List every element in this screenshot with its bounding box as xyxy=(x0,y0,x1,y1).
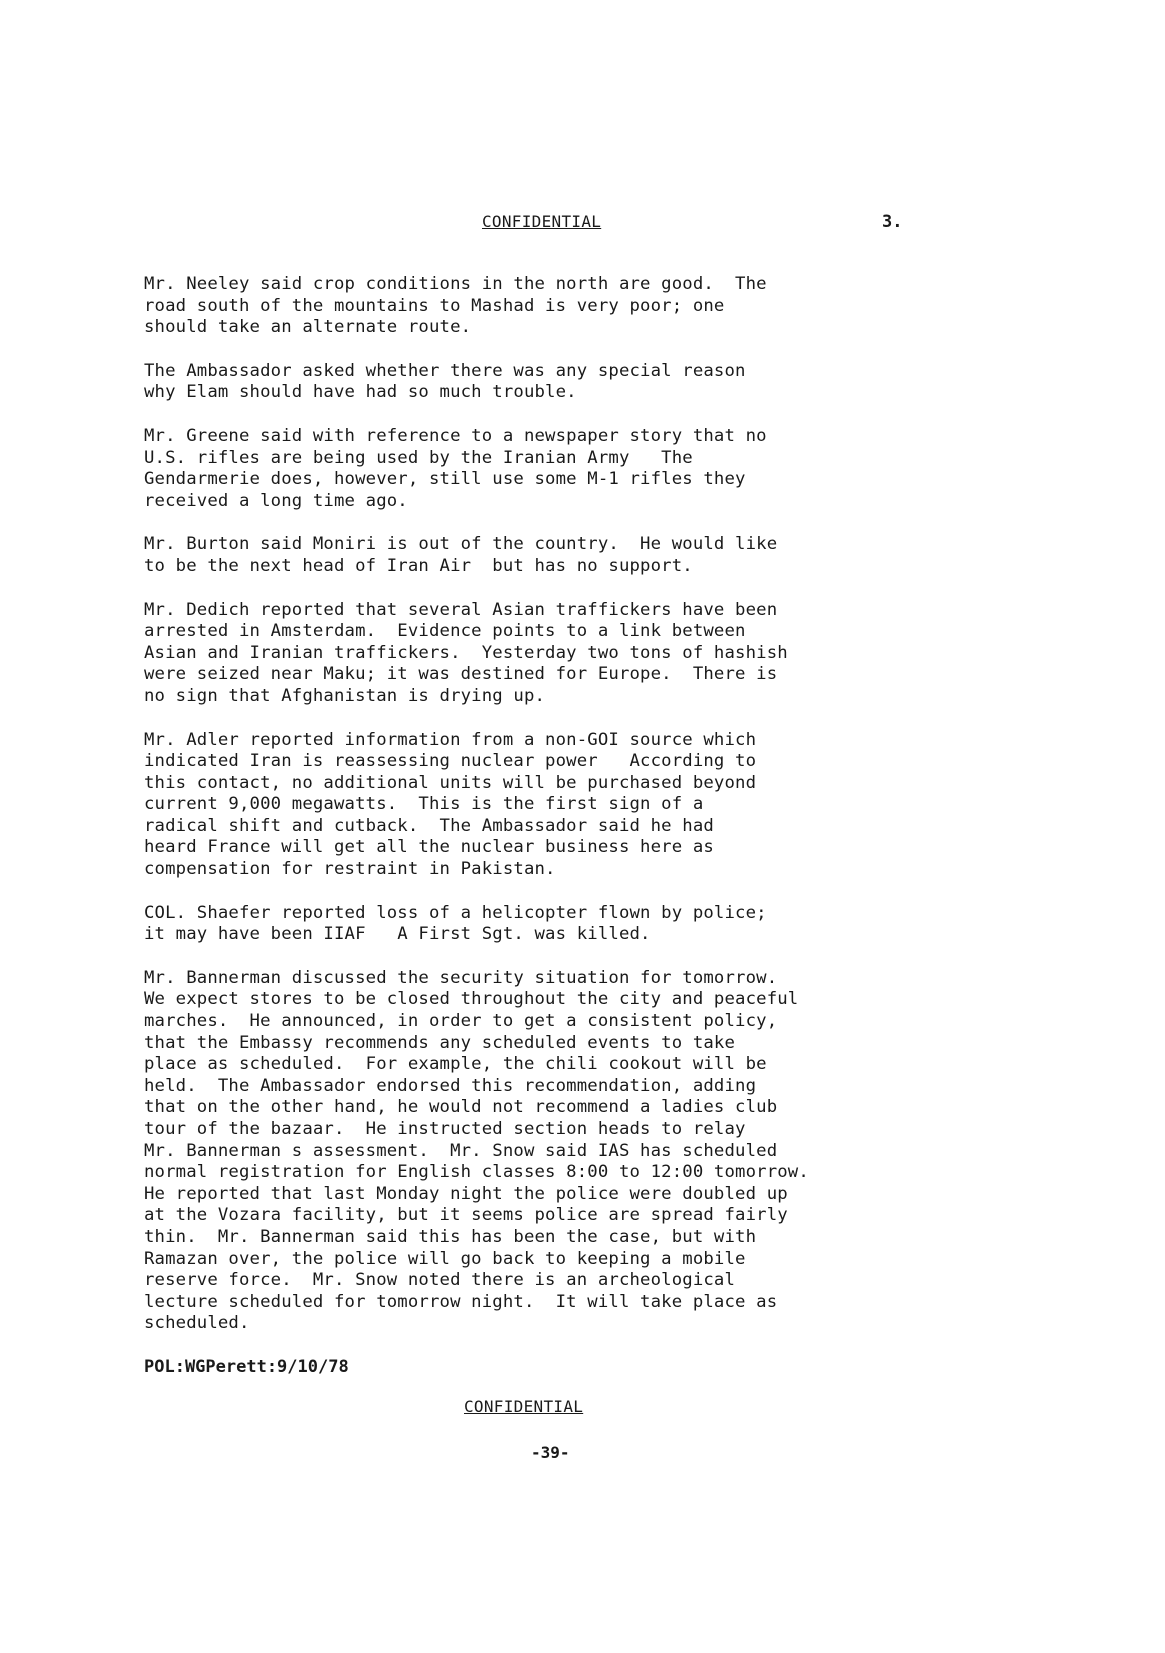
page-number: 3. xyxy=(882,212,903,232)
drafter-signature: POL:WGPerett:9/10/78 xyxy=(144,1356,349,1377)
footer-classification: CONFIDENTIAL xyxy=(464,1397,584,1416)
paragraph-greene: Mr. Greene said with reference to a newspaper story that no U.S. rifles are being used by the Iranian Army The Gendarmerie does, however, still use some M-1 rifles they received a long time ago. xyxy=(144,425,767,511)
paragraph-adler: Mr. Adler reported information from a non-GOI source which indicated Iran is reassessing nuclear power According to this contact, no additional units will be purchased beyond current 9,000 megawatts. This is the first sign of a radical shift and cutback. The Ambassador said he had heard France will get all the nuclear business here as compensation for restraint in Pakistan. xyxy=(144,729,757,880)
paragraph-ambassador-elam: The Ambassador asked whether there was any special reason why Elam should have had so much trouble. xyxy=(144,360,746,403)
paragraph-burton: Mr. Burton said Moniri is out of the country. He would like to be the next head of Iran Air but has no support. xyxy=(144,534,778,576)
header-classification: CONFIDENTIAL xyxy=(482,212,602,231)
paragraph-dedich: Mr. Dedich reported that several Asian traffickers have been arrested in Amsterdam. Evidence points to a link between Asian and Iranian traffickers. Yesterday two tons of hashish were seized near Maku; it was destined for Europe. There is no sign that Afghanistan is drying up. xyxy=(144,599,788,706)
paragraph-bannerman: Mr. Bannerman discussed the security situation for tomorrow. We expect stores to be closed throughout the city and peaceful marches. He announced, in order to get a consistent policy, that the Embassy recommends any scheduled events to take place as scheduled. For example, the chili cookout will be held. The Ambassador endorsed this recommendation, adding that on the other hand, he would not recommend a ladies club tour of the bazaar. He instructed section heads to relay Mr. Bannerman s assessment. Mr. Snow said IAS has scheduled normal registration for English classes 8:00 to 12:00 tomorrow. He reported that last Monday night the police were doubled up at the Vozara facility, but it seems police are spread fairly thin. Mr. Bannerman said this has been the case, but with Ramazan over, the police will go back to keeping a mobile reserve force. Mr. Snow noted there is an archeological lecture scheduled for tomorrow night. It will take place as scheduled. xyxy=(144,967,809,1334)
paragraph-neeley: Mr. Neeley said crop conditions in the north are good. The road south of the mountains to Mashad is very poor; one should take an alternate route. xyxy=(144,274,767,338)
footer-page-number: -39- xyxy=(531,1443,570,1462)
paragraph-shaefer: COL. Shaefer reported loss of a helicopter flown by police; it may have been IIAF A First Sgt. was killed. xyxy=(144,902,767,945)
document-body xyxy=(144,274,974,1377)
